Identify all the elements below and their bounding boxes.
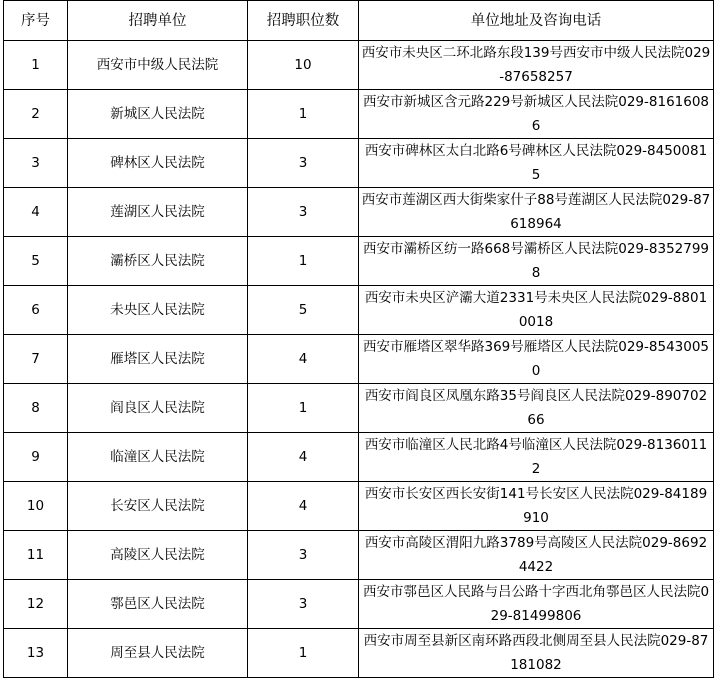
table-row	[4, 335, 714, 384]
cell-no: 12	[4, 580, 68, 629]
header-row	[4, 1, 714, 41]
cell-unit: 西安市中级人民法院	[68, 41, 248, 90]
table-row	[4, 482, 714, 531]
cell-no: 2	[4, 90, 68, 139]
cell-address: 西安市新城区含元路229号新城区人民法院029-81616086	[359, 90, 714, 139]
table-row	[4, 286, 714, 335]
cell-positions: 10	[248, 41, 359, 90]
cell-no: 11	[4, 531, 68, 580]
cell-unit: 高陵区人民法院	[68, 531, 248, 580]
cell-address: 西安市临潼区人民北路4号临潼区人民法院029-81360112	[359, 433, 714, 482]
header-positions: 招聘职位数	[248, 1, 359, 41]
cell-unit: 阎良区人民法院	[68, 384, 248, 433]
cell-no: 10	[4, 482, 68, 531]
cell-address: 西安市周至县新区南环路西段北侧周至县人民法院029-87181082	[359, 629, 714, 678]
table-row	[4, 139, 714, 188]
header-address: 单位地址及咨询电话	[359, 1, 714, 41]
recruitment-table	[3, 0, 714, 678]
cell-address: 西安市阎良区凤凰东路35号阎良区人民法院029-89070266	[359, 384, 714, 433]
cell-positions: 3	[248, 580, 359, 629]
cell-unit: 莲湖区人民法院	[68, 188, 248, 237]
table-row	[4, 433, 714, 482]
cell-address: 西安市未央区二环北路东段139号西安市中级人民法院029-87658257	[359, 41, 714, 90]
cell-no: 6	[4, 286, 68, 335]
cell-address: 西安市高陵区渭阳九路3789号高陵区人民法院029-86924422	[359, 531, 714, 580]
cell-unit: 新城区人民法院	[68, 90, 248, 139]
cell-positions: 3	[248, 531, 359, 580]
cell-address: 西安市雁塔区翠华路369号雁塔区人民法院029-85430050	[359, 335, 714, 384]
table-row	[4, 384, 714, 433]
cell-no: 5	[4, 237, 68, 286]
cell-positions: 4	[248, 335, 359, 384]
cell-no: 3	[4, 139, 68, 188]
cell-positions: 1	[248, 90, 359, 139]
table-row	[4, 41, 714, 90]
cell-unit: 鄠邑区人民法院	[68, 580, 248, 629]
cell-unit: 灞桥区人民法院	[68, 237, 248, 286]
cell-positions: 4	[248, 482, 359, 531]
table-row	[4, 90, 714, 139]
cell-no: 8	[4, 384, 68, 433]
cell-no: 9	[4, 433, 68, 482]
cell-unit: 碑林区人民法院	[68, 139, 248, 188]
cell-positions: 5	[248, 286, 359, 335]
cell-address: 西安市鄠邑区人民路与吕公路十字西北角鄠邑区人民法院029-81499806	[359, 580, 714, 629]
cell-address: 西安市碑林区太白北路6号碑林区人民法院029-84500815	[359, 139, 714, 188]
header-unit: 招聘单位	[68, 1, 248, 41]
cell-address: 西安市灞桥区纺一路668号灞桥区人民法院029-83527998	[359, 237, 714, 286]
cell-unit: 雁塔区人民法院	[68, 335, 248, 384]
cell-positions: 1	[248, 629, 359, 678]
cell-unit: 周至县人民法院	[68, 629, 248, 678]
header-no: 序号	[4, 1, 68, 41]
cell-address: 西安市长安区西长安街141号长安区人民法院029-84189910	[359, 482, 714, 531]
table-row	[4, 188, 714, 237]
cell-positions: 3	[248, 188, 359, 237]
cell-positions: 1	[248, 384, 359, 433]
cell-unit: 未央区人民法院	[68, 286, 248, 335]
cell-unit: 长安区人民法院	[68, 482, 248, 531]
cell-positions: 1	[248, 237, 359, 286]
cell-unit: 临潼区人民法院	[68, 433, 248, 482]
table-row	[4, 531, 714, 580]
cell-positions: 3	[248, 139, 359, 188]
cell-address: 西安市莲湖区西大街柴家什子88号莲湖区人民法院029-87618964	[359, 188, 714, 237]
cell-no: 13	[4, 629, 68, 678]
table-row	[4, 629, 714, 678]
cell-positions: 4	[248, 433, 359, 482]
table-row	[4, 580, 714, 629]
cell-address: 西安市未央区浐灞大道2331号未央区人民法院029-88010018	[359, 286, 714, 335]
table-row	[4, 237, 714, 286]
cell-no: 4	[4, 188, 68, 237]
cell-no: 7	[4, 335, 68, 384]
cell-no: 1	[4, 41, 68, 90]
